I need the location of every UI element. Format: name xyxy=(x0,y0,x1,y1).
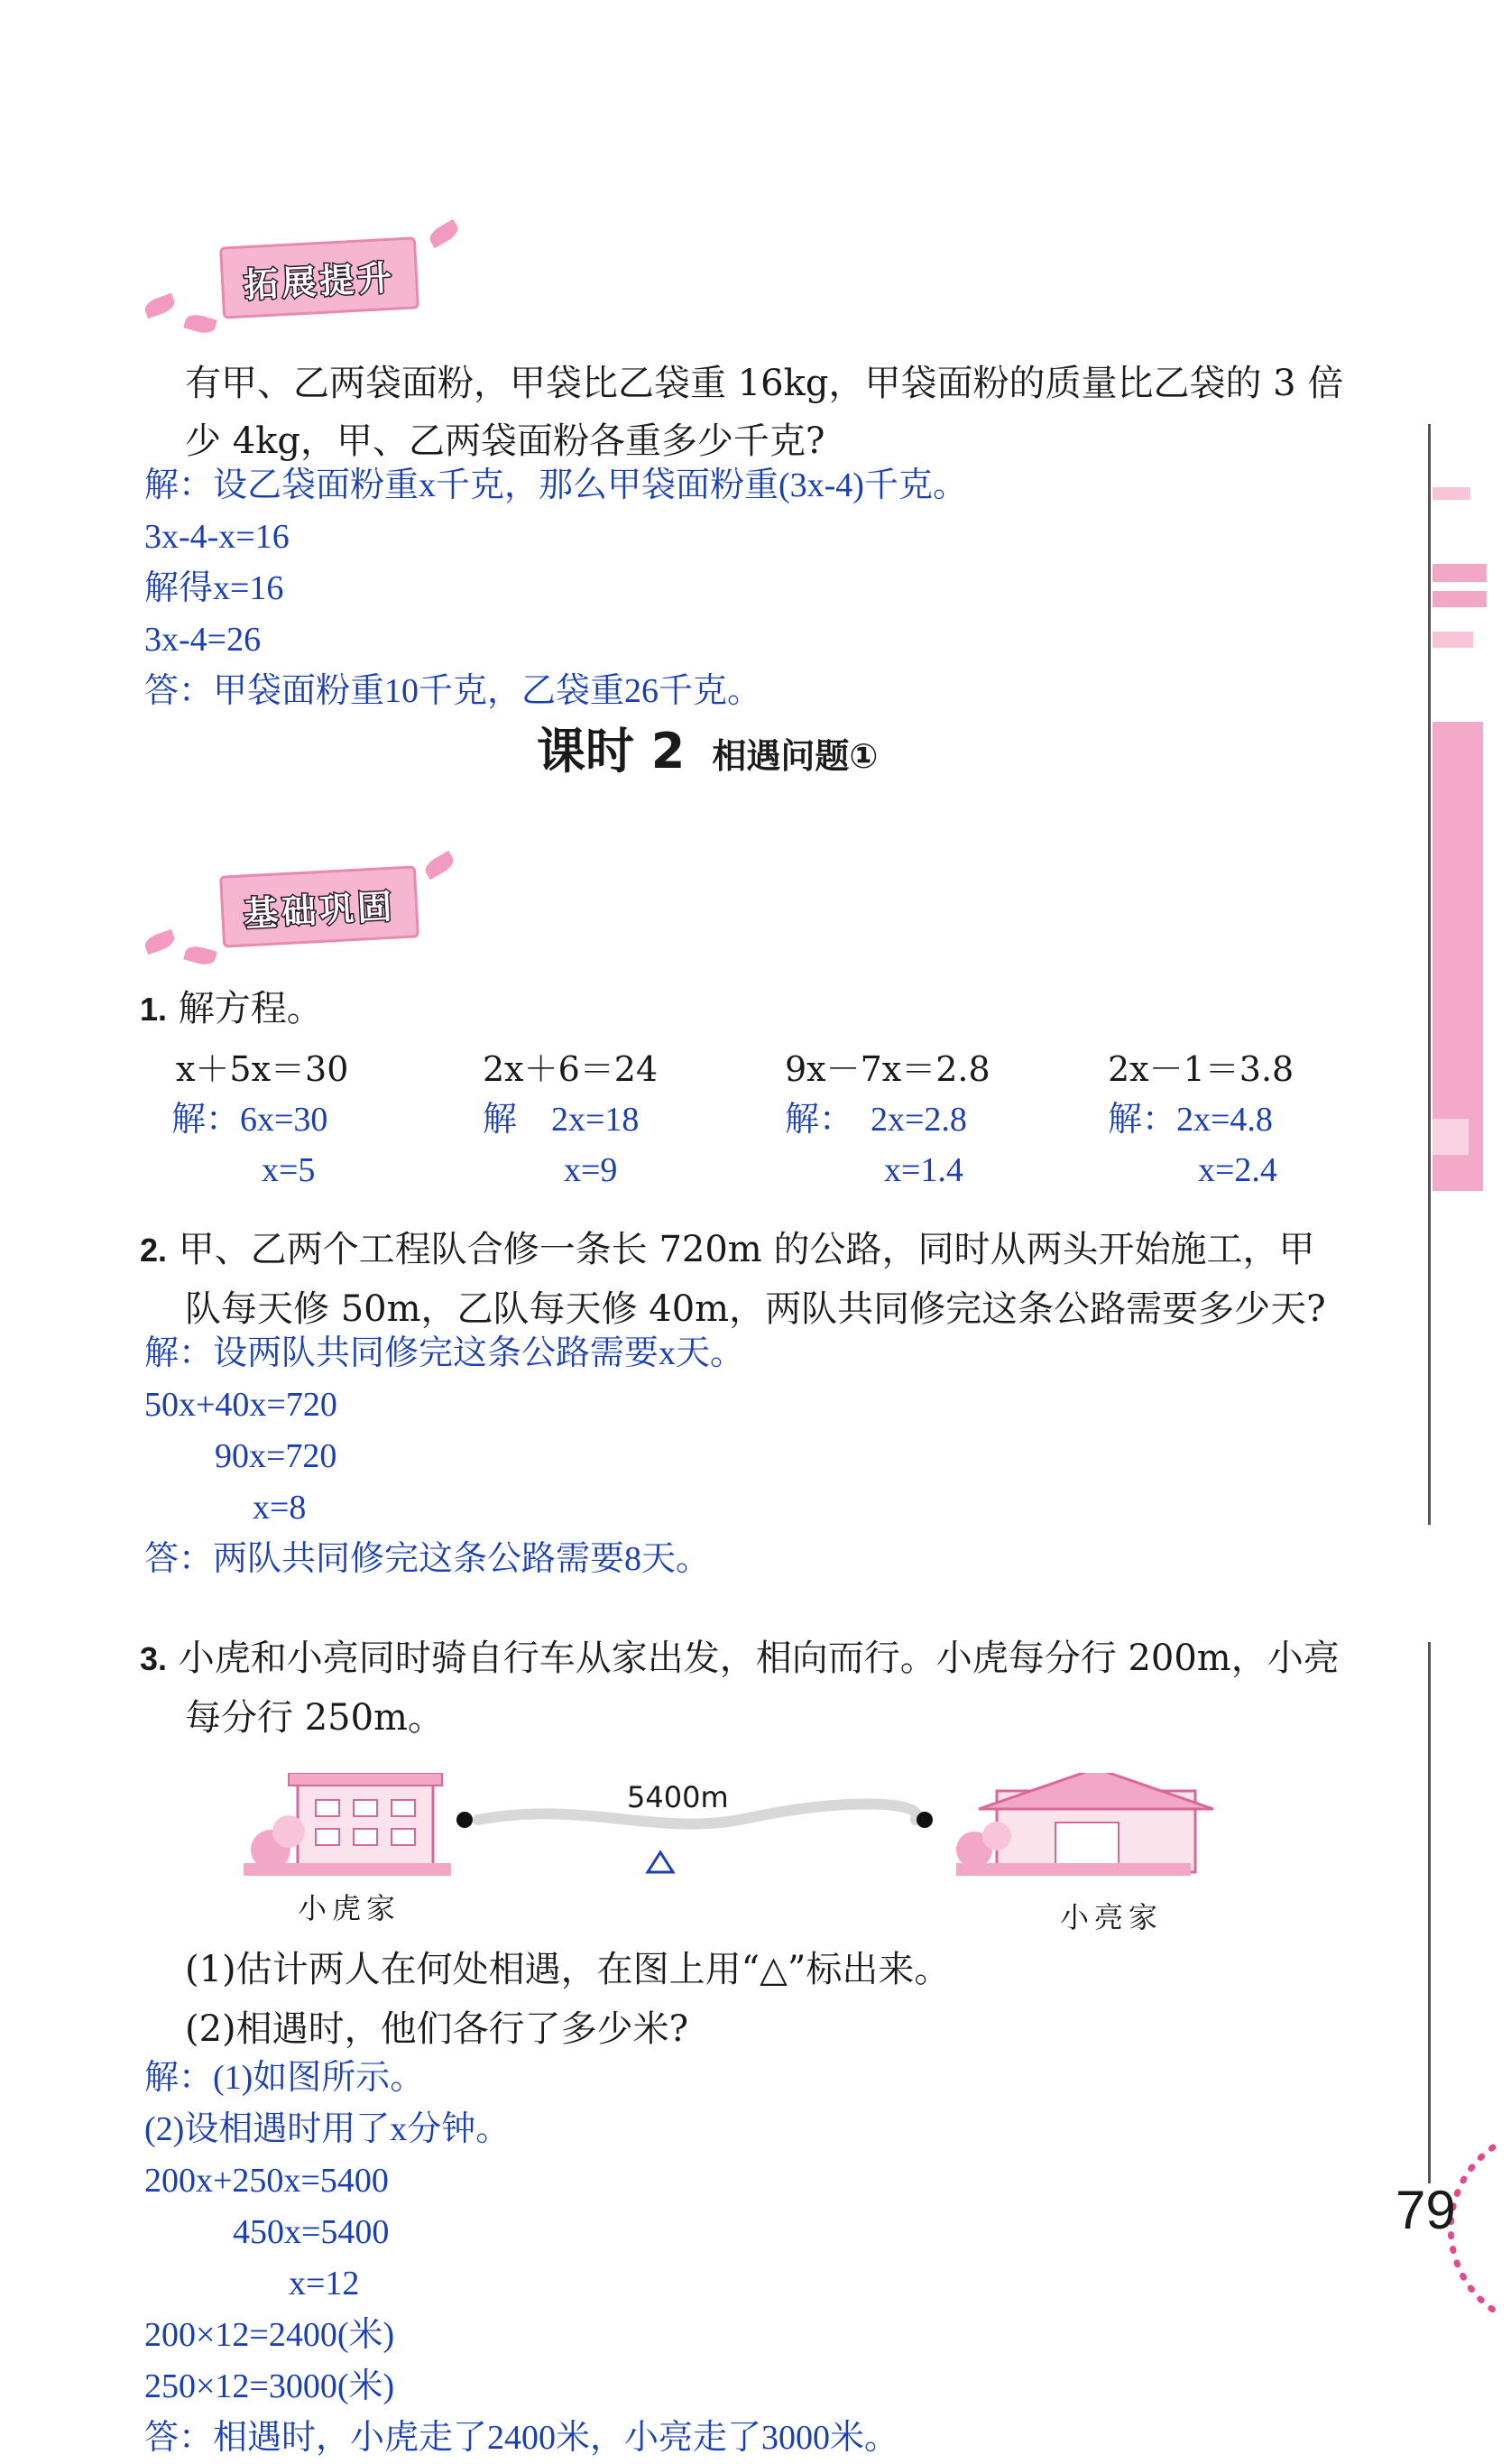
house-icon xyxy=(956,1773,1213,1876)
q3-subquestion-2: (2)相遇时，他们各行了多少米? xyxy=(185,2008,689,2050)
equation-step: 解：6x=30 xyxy=(171,1101,328,1139)
answer-line: 解：设乙袋面粉重x千克，那么甲袋面粉重(3x-4)千克。 xyxy=(144,466,967,504)
equation-result: x=9 xyxy=(564,1151,618,1189)
lesson-heading xyxy=(537,713,879,782)
lesson-subtitle: 相遇问题① xyxy=(712,736,879,776)
answer-line: 答：相遇时，小虎走了2400米，小亮走了3000米。 xyxy=(144,2419,899,2457)
answer-line: 250×12=3000(米) xyxy=(144,2367,395,2405)
equation-text: 2x－1＝3.8 xyxy=(1108,1049,1294,1089)
q2-answer xyxy=(144,1328,744,1585)
equation-text: x＋5x＝30 xyxy=(176,1049,349,1089)
answer-line: 200x+250x=5400 xyxy=(144,2162,389,2200)
equation-step: 解：2x=4.8 xyxy=(1108,1101,1273,1139)
meeting-point-marker-icon xyxy=(648,1852,673,1872)
page-number: 79 xyxy=(1396,2180,1456,2240)
q3-text-line1: 小虎和小亮同时骑自行车从家出发，相向而行。小虎每分行 200m，小亮 xyxy=(178,1638,1340,1679)
answer-line: 200×12=2400(米) xyxy=(144,2316,395,2354)
q1-number: 1. xyxy=(140,991,168,1028)
q3-answer xyxy=(144,2053,898,2464)
q2-text-line2: 队每天修 50m，乙队每天修 40m，两队共同修完这条公路需要多少天? xyxy=(185,1288,1326,1330)
equation-2 xyxy=(483,1044,753,1195)
q3-subquestion-1: (1)估计两人在何处相遇，在图上用“△”标出来。 xyxy=(185,1949,951,1990)
q1-heading xyxy=(140,979,323,1039)
q3-text-line2: 每分行 250m。 xyxy=(185,1697,444,1739)
answer-line: x=8 xyxy=(253,1489,307,1527)
answer-line: 答：两队共同修完这条公路需要8天。 xyxy=(144,1540,711,1578)
q3-number: 3. xyxy=(140,1640,168,1677)
equation-step: 解 2x=18 xyxy=(483,1101,640,1139)
answer-line: 50x+40x=720 xyxy=(144,1386,337,1424)
banner-extension-label: 拓展提升 xyxy=(243,257,397,305)
distance-label: 5400m xyxy=(627,1780,729,1814)
answer-line: 解：设两队共同修完这条公路需要x天。 xyxy=(144,1334,745,1372)
q3-line1 xyxy=(140,1629,1340,1689)
answer-line: 450x=5400 xyxy=(233,2213,390,2251)
q1-text: 解方程。 xyxy=(178,988,323,1029)
answer-line: x=12 xyxy=(289,2265,360,2303)
answer-line: 解：(1)如图所示。 xyxy=(144,2059,425,2097)
equation-text: 9x－7x＝2.8 xyxy=(785,1049,990,1089)
banner-basics-label: 基础巩固 xyxy=(243,886,397,934)
xiaohu-home-label: 小虎家 xyxy=(298,1891,401,1925)
q2-number: 2. xyxy=(140,1232,168,1269)
answer-line: 90x=720 xyxy=(215,1437,337,1475)
answer-line: 答：甲袋面粉重10千克，乙袋重26千克。 xyxy=(144,672,762,710)
equation-result: x=5 xyxy=(262,1151,316,1189)
equation-result: x=1.4 xyxy=(884,1151,963,1189)
answer-line: 解得x=16 xyxy=(144,569,284,607)
q2-line1 xyxy=(140,1220,1314,1280)
equation-4 xyxy=(1108,1044,1396,1195)
meeting-diagram xyxy=(244,1773,1245,1934)
q2-text-line1: 甲、乙两个工程队合修一条长 720m 的公路，同时从两头开始施工，甲 xyxy=(178,1229,1315,1270)
equation-1 xyxy=(171,1044,447,1195)
page-number-badge xyxy=(1358,2129,1511,2328)
equation-text: 2x＋6＝24 xyxy=(483,1049,659,1089)
answer-line: 3x-4=26 xyxy=(144,621,262,659)
equation-3 xyxy=(785,1044,1073,1195)
equation-step: 解： 2x=2.8 xyxy=(785,1101,967,1139)
s1-question-line2: 少 4kg，甲、乙两袋面粉各重多少千克? xyxy=(185,420,825,462)
equation-result: x=2.4 xyxy=(1198,1151,1277,1189)
answer-line: (2)设相遇时用了x分钟。 xyxy=(144,2110,511,2148)
s1-question-line1: 有甲、乙两袋面粉，甲袋比乙袋重 16kg，甲袋面粉的质量比乙袋的 3 倍 xyxy=(185,363,1344,404)
s1-answer xyxy=(144,460,967,717)
lesson-title: 课时 2 xyxy=(537,723,686,780)
answer-line: 3x-4-x=16 xyxy=(144,518,290,556)
xiaoliang-home-label: 小亮家 xyxy=(1060,1900,1164,1934)
building-icon xyxy=(244,1773,451,1876)
